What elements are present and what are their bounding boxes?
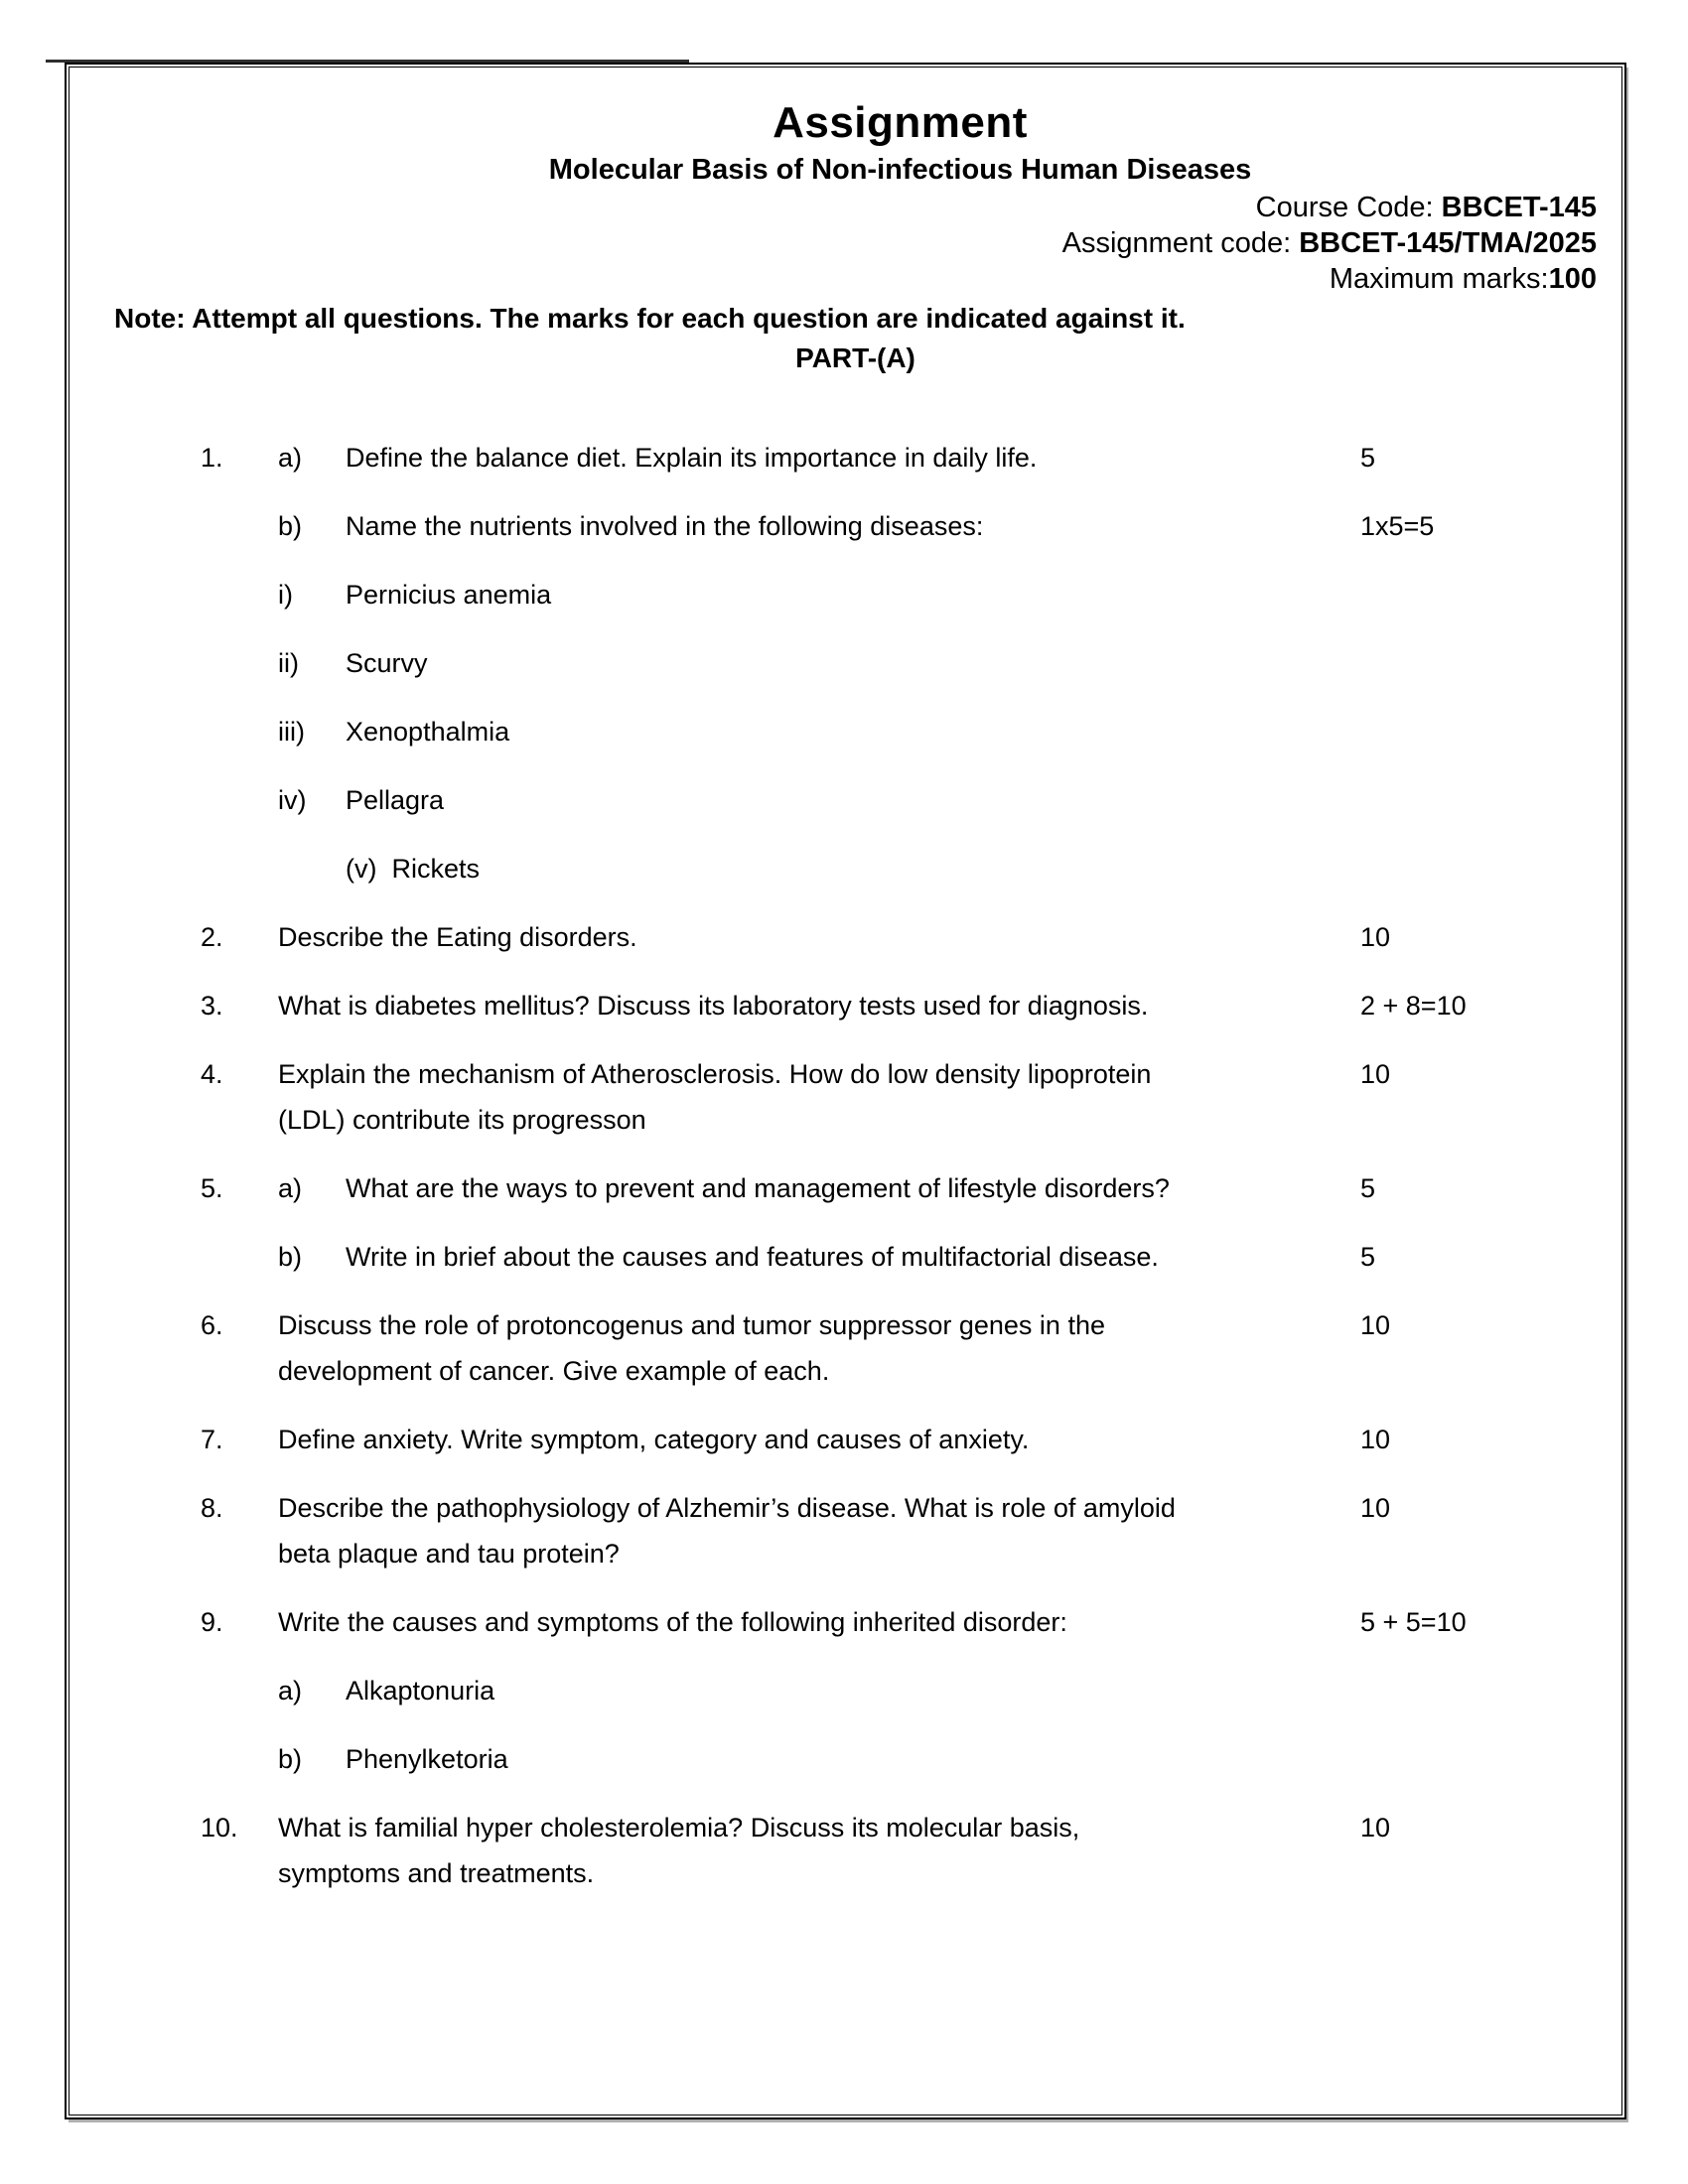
question-marks: 10 [1360, 922, 1391, 952]
question-row [201, 640, 1597, 686]
title-block [114, 98, 1597, 190]
question-subletter: b) [278, 1744, 303, 1774]
question-number [201, 709, 278, 754]
question-marks: 2 + 8=10 [1360, 991, 1467, 1021]
question-marks [1360, 777, 1597, 823]
course-code-line [114, 190, 1597, 225]
maximum-marks-label: Maximum marks: [1329, 263, 1549, 295]
note-line: Note: Attempt all questions. The marks for each question are indicated against it. [114, 303, 1186, 334]
question-row [201, 1736, 1597, 1782]
question-row [201, 1668, 1597, 1713]
question-text: Xenopthalmia [346, 717, 510, 747]
question-marks [1360, 1668, 1597, 1713]
question-text: Describe the pathophysiology of Alzhemir’s disease. What is role of amyloid beta plaque and tau protein? [278, 1493, 1176, 1569]
question-marks: 5 [1360, 443, 1376, 473]
question-text: Scurvy [346, 648, 428, 678]
question-marks: 10 [1360, 1425, 1391, 1454]
question-subletter: a) [278, 1676, 303, 1706]
maximum-marks-line [114, 261, 1597, 297]
question-row [201, 1485, 1597, 1576]
question-row [201, 914, 1597, 960]
question-number: 7. [201, 1425, 223, 1454]
maximum-marks-value: 100 [1548, 263, 1597, 295]
question-number: 10. [201, 1813, 238, 1843]
question-text: Describe the Eating disorders. [278, 922, 637, 952]
page-subtitle: Molecular Basis of Non-infectious Human Diseases [548, 154, 1252, 186]
question-subletter: i) [278, 580, 293, 610]
question-number [201, 640, 278, 686]
question-marks: 1x5=5 [1360, 511, 1435, 541]
question-marks [1360, 709, 1597, 754]
question-marks: 5 + 5=10 [1360, 1607, 1467, 1637]
question-number [201, 777, 278, 823]
questions-list [201, 435, 1597, 1896]
assignment-code-line [114, 225, 1597, 261]
question-marks: 5 [1360, 1173, 1376, 1203]
course-info-block [114, 190, 1597, 297]
question-number [201, 1234, 278, 1280]
question-number: 3. [201, 991, 223, 1021]
question-row [201, 777, 1597, 823]
question-subletter: iv) [278, 785, 307, 815]
question-text: Explain the mechanism of Atherosclerosis. How do low density lipoprotein (LDL) contribute its progresson [278, 1059, 1152, 1135]
question-number: 2. [201, 922, 223, 952]
question-row [201, 1165, 1597, 1211]
question-subletter: b) [278, 1242, 303, 1272]
question-row [201, 435, 1597, 480]
question-number: 1. [201, 443, 223, 473]
question-marks [1360, 572, 1597, 617]
question-text: Write the causes and symptoms of the following inherited disorder: [278, 1607, 1067, 1637]
course-code-value: BBCET-145 [1441, 192, 1597, 223]
question-text: Define anxiety. Write symptom, category and causes of anxiety. [278, 1425, 1030, 1454]
question-marks [1360, 640, 1597, 686]
question-text: Write in brief about the causes and features of multifactorial disease. [346, 1242, 1159, 1272]
question-number [201, 503, 278, 549]
assignment-code-value: BBCET-145/TMA/2025 [1299, 227, 1597, 259]
question-text: Pellagra [346, 785, 445, 815]
question-number [201, 1736, 278, 1782]
question-text: Alkaptonuria [346, 1676, 495, 1706]
question-row [201, 1805, 1597, 1896]
question-row [201, 1302, 1597, 1394]
question-text: Discuss the role of protoncogenus and tumor suppressor genes in the development of cancer. Give example of each. [278, 1310, 1105, 1386]
question-marks: 5 [1360, 1242, 1376, 1272]
question-text: What is diabetes mellitus? Discuss its laboratory tests used for diagnosis. [278, 991, 1149, 1021]
question-text: Define the balance diet. Explain its importance in daily life. [346, 443, 1038, 473]
question-marks: 10 [1360, 1493, 1391, 1523]
question-row [201, 1599, 1597, 1645]
question-text: Phenylketoria [346, 1744, 508, 1774]
question-row [201, 1234, 1597, 1280]
course-code-label: Course Code: [1255, 192, 1442, 223]
question-number [201, 1668, 278, 1713]
assignment-code-label: Assignment code: [1061, 227, 1300, 259]
question-number: 8. [201, 1493, 223, 1523]
question-row [201, 1051, 1597, 1143]
question-row [201, 846, 1597, 891]
question-number: 5. [201, 1173, 223, 1203]
question-marks [1360, 1736, 1597, 1782]
question-number: 6. [201, 1310, 223, 1340]
assignment-content [65, 65, 1622, 2114]
question-subletter: b) [278, 511, 303, 541]
question-subletter: iii) [278, 717, 305, 747]
question-marks: 10 [1360, 1059, 1391, 1089]
page-title: Assignment [773, 98, 1028, 147]
question-marks [1360, 846, 1597, 891]
question-row [201, 1417, 1597, 1462]
question-text: Pernicius anemia [346, 580, 552, 610]
question-text: (v) Rickets [346, 854, 480, 884]
question-number: 4. [201, 1059, 223, 1089]
question-subletter: ii) [278, 648, 299, 678]
part-heading: PART-(A) [795, 342, 915, 373]
question-marks: 10 [1360, 1813, 1391, 1843]
question-number [201, 846, 278, 891]
question-marks: 10 [1360, 1310, 1391, 1340]
question-text: What are the ways to prevent and management of lifestyle disorders? [346, 1173, 1170, 1203]
question-subletter: a) [278, 443, 303, 473]
question-number [201, 572, 278, 617]
question-text: Name the nutrients involved in the following diseases: [346, 511, 984, 541]
question-row [201, 572, 1597, 617]
question-subletter [278, 846, 346, 891]
question-text: What is familial hyper cholesterolemia? Discuss its molecular basis, symptoms and treatments. [278, 1813, 1080, 1888]
question-subletter: a) [278, 1173, 303, 1203]
question-row [201, 503, 1597, 549]
question-number: 9. [201, 1607, 223, 1637]
question-row [201, 709, 1597, 754]
question-row [201, 983, 1597, 1028]
